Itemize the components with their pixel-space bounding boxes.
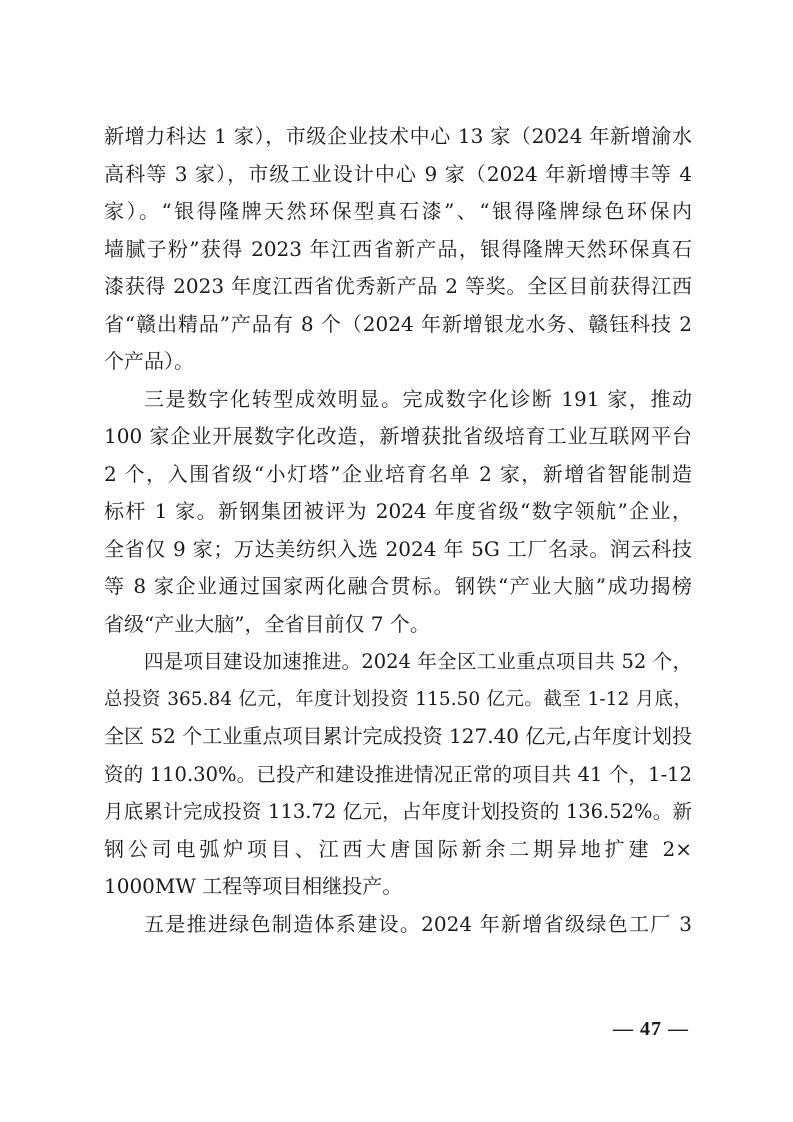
text-line: 全省仅 9 家；万达美纺织入选 2024 年 5G 工厂名录。润云科技 [104, 536, 692, 561]
text-line: 四是项目建设加速推进。2024 年全区工业重点项目共 52 个， [144, 650, 692, 673]
text-line: 个产品）。 [104, 349, 194, 373]
text-line: 总投资 365.84 亿元，年度计划投资 115.50 亿元。截至 1-12 月底， [104, 688, 692, 710]
body-text [104, 118, 692, 943]
text-line: 2 个，入围省级“小灯塔”企业培育名单 2 家，新增省智能制造 [104, 461, 692, 486]
text-line: 五是推进绿色制造体系建设。2024 年新增省级绿色工厂 3 [144, 911, 692, 936]
text-line: 省级“产业大脑”，全省目前仅 7 个。 [104, 611, 430, 636]
page-number: — 47 — [613, 1018, 689, 1040]
text-line: 家）。“银得隆牌天然环保型真石漆”、“银得隆牌绿色环保内 [104, 199, 692, 223]
text-line: 全区 52 个工业重点项目累计完成投资 127.40 亿元,占年度计划投 [104, 724, 692, 748]
text-line: 标杆 1 家。新钢集团被评为 2024 年度省级“数字领航”企业， [104, 499, 692, 523]
text-line: 省“赣出精品”产品有 8 个（2024 年新增银龙水务、赣钰科技 2 [104, 311, 692, 336]
text-line: 等 8 家企业通过国家两化融合贯标。钢铁“产业大脑”成功揭榜 [104, 574, 692, 598]
text-line: 钢公司电弧炉项目、江西大唐国际新余二期异地扩建 2× [104, 836, 692, 861]
text-line: 漆获得 2023 年度江西省优秀新产品 2 等奖。全区目前获得江西 [104, 274, 692, 298]
text-line: 新增力科达 1 家），市级企业技术中心 13 家（2024 年新增渝水 [104, 124, 692, 148]
text-line: 100 家企业开展数字化改造，新增获批省级培育工业互联网平台 [104, 424, 692, 448]
text-line: 三是数字化转型成效明显。完成数字化诊断 191 家，推动 [144, 386, 692, 411]
text-line: 月底累计完成投资 113.72 亿元，占年度计划投资的 136.52%。新 [104, 800, 692, 823]
text-line: 1000MW 工程等项目相继投产。 [104, 874, 403, 898]
text-line: 高科等 3 家），市级工业设计中心 9 家（2024 年新增博丰等 4 [104, 161, 692, 186]
text-line: 资的 110.30%。已投产和建设推进情况正常的项目共 41 个，1-12 [104, 762, 692, 786]
text-line: 墙腻子粉”获得 2023 年江西省新产品，银得隆牌天然环保真石 [104, 236, 692, 261]
